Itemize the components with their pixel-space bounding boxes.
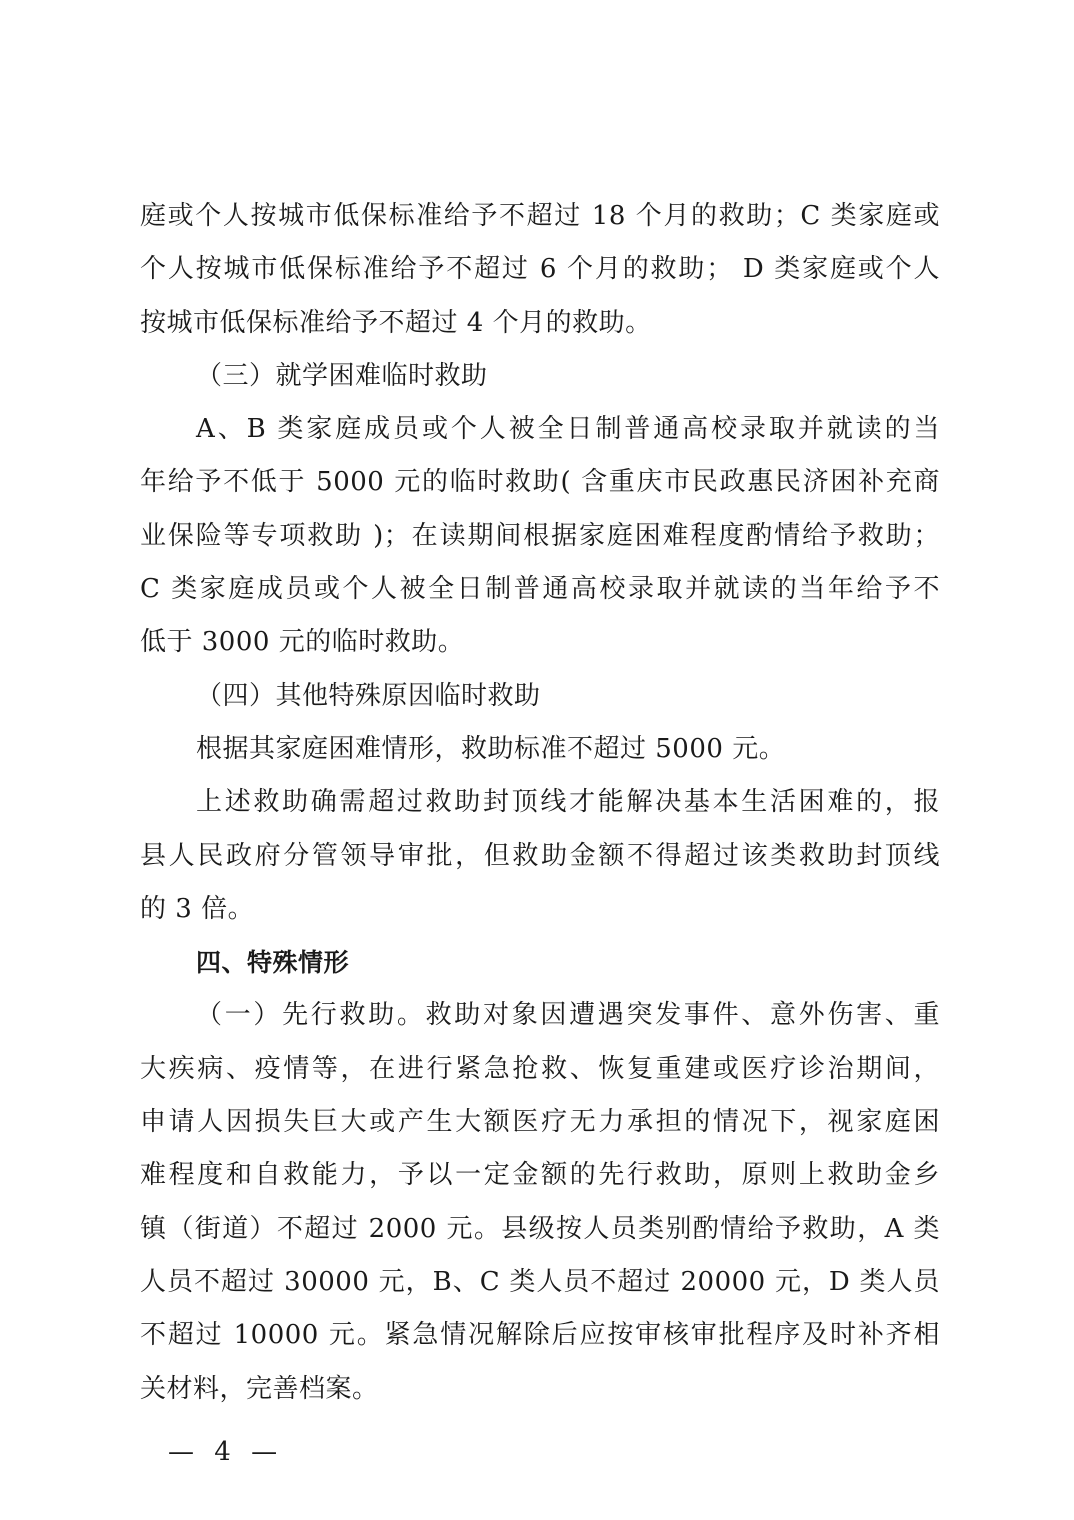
paragraph-line: A、B 类家庭成员或个人被全日制普通高校录取并就读的当	[196, 414, 940, 445]
paragraph-line: 县人民政府分管领导审批，但救助金额不得超过该类救助封顶线	[140, 840, 940, 871]
paragraph-line: 申请人因损失巨大或产生大额医疗无力承担的情况下，视家庭困	[140, 1107, 940, 1138]
page-number: — 4 —	[168, 1437, 284, 1467]
paragraph-line: 大疾病、疫情等，在进行紧急抢救、恢复重建或医疗诊治期间，	[140, 1053, 940, 1084]
paragraph-line: 根据其家庭困难情形，救助标准不超过 5000 元。	[196, 733, 786, 764]
section-subheading: （四）其他特殊原因临时救助	[196, 680, 541, 711]
document-body	[140, 190, 940, 1416]
section-heading: 四、特殊情形	[196, 948, 350, 978]
paragraph-line: 个人按城市低保标准给予不超过 6 个月的救助； D 类家庭或个人	[140, 254, 940, 285]
paragraph-line: 上述救助确需超过救助封顶线才能解决基本生活困难的，报	[196, 787, 940, 818]
paragraph-line: 的 3 倍。	[140, 893, 255, 924]
paragraph-line: 按城市低保标准给予不超过 4 个月的救助。	[140, 307, 652, 338]
paragraph-line: 人员不超过 30000 元，B、C 类人员不超过 20000 元，D 类人员	[140, 1266, 940, 1297]
paragraph-line: 不超过 10000 元。紧急情况解除后应按审核审批程序及时补齐相	[140, 1320, 940, 1351]
paragraph-line: C 类家庭成员或个人被全日制普通高校录取并就读的当年给予不	[140, 574, 940, 605]
paragraph-line: 关材料，完善档案。	[140, 1373, 379, 1404]
paragraph-line: 庭或个人按城市低保标准给予不超过 18 个月的救助；C 类家庭或	[140, 201, 940, 231]
section-subheading: （三）就学困难临时救助	[196, 360, 488, 391]
paragraph-line: 低于 3000 元的临时救助。	[140, 627, 465, 658]
paragraph-line: （一）先行救助。救助对象因遭遇突发事件、意外伤害、重	[196, 1000, 940, 1031]
paragraph-line: 难程度和自救能力，予以一定金额的先行救助，原则上救助金乡	[140, 1160, 940, 1191]
paragraph-line: 业保险等专项救助 )；在读期间根据家庭困难程度酌情给予救助；	[140, 520, 940, 551]
paragraph-line: 镇（街道）不超过 2000 元。县级按人员类别酌情给予救助，A 类	[140, 1213, 940, 1244]
paragraph-line: 年给予不低于 5000 元的临时救助( 含重庆市民政惠民济困补充商	[140, 467, 940, 498]
